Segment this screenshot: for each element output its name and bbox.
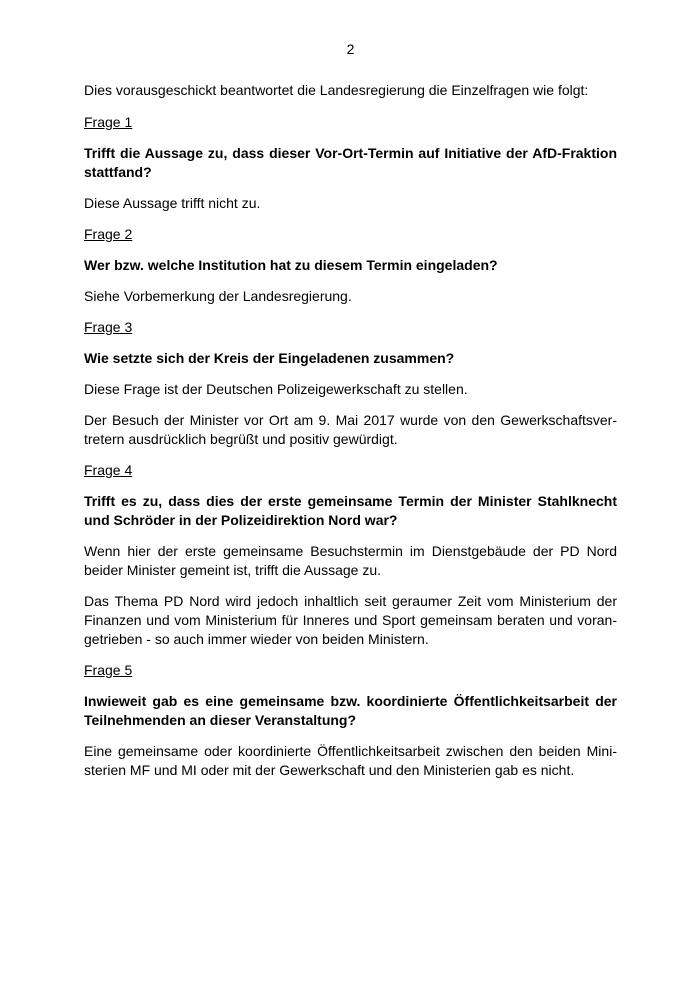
- frage-section-4: [84, 461, 617, 649]
- frage-section-5: [84, 661, 617, 780]
- frage-label: Frage 3: [84, 319, 133, 335]
- frage-answer: Siehe Vorbemerkung der Landesregierung.: [84, 288, 352, 304]
- frage-label: Frage 4: [84, 462, 133, 478]
- frage-answer: Der Besuch der Minister vor Ort am 9. Mai 2017 wurde von den Gewerkschaftsvertretern ausdrücklich begrüßt und positiv gewürdigt.: [84, 412, 617, 447]
- intro-paragraph: Dies vorausgeschickt beantwortet die Landesregierung die Einzelfragen wie folgt:: [84, 82, 589, 98]
- frage-section-2: [84, 225, 617, 306]
- frage-label: Frage 5: [84, 662, 133, 678]
- frage-answer: Das Thema PD Nord wird jedoch inhaltlich seit geraumer Zeit vom Ministerium der Finanzen und vom Ministerium für Inneres und Sport gemeinsam beraten und vorangetrieben - so auch immer wieder von beiden Ministern.: [84, 593, 617, 647]
- frage-question: Inwieweit gab es eine gemeinsame bzw. koordinierte Öffentlichkeitsarbeit der Teilnehmenden an dieser Veranstaltung?: [84, 693, 617, 728]
- frage-question: Trifft die Aussage zu, dass dieser Vor-Ort-Termin auf Initiative der AfD-Fraktion stattfand?: [84, 145, 617, 180]
- frage-question: Wie setzte sich der Kreis der Eingeladenen zusammen?: [84, 350, 455, 366]
- frage-answer: Wenn hier der erste gemeinsame Besuchstermin im Dienstgebäude der PD Nord beider Minister gemeint ist, trifft die Aussage zu.: [84, 543, 617, 578]
- page-number: 2: [346, 41, 355, 57]
- frage-answer: Diese Frage ist der Deutschen Polizeigewerkschaft zu stellen.: [84, 381, 468, 397]
- frage-label: Frage 1: [84, 114, 133, 130]
- document-page: [84, 40, 617, 792]
- frage-section-3: [84, 318, 617, 449]
- frage-answer: Diese Aussage trifft nicht zu.: [84, 195, 261, 211]
- frage-section-1: [84, 113, 617, 213]
- frage-question: Trifft es zu, dass dies der erste gemeinsame Termin der Minister Stahlknecht und Schröder in der Polizeidirektion Nord war?: [84, 493, 617, 528]
- frage-answer: Eine gemeinsame oder koordinierte Öffentlichkeitsarbeit zwischen den beiden Ministerien MF und MI oder mit der Gewerkschaft und den Ministerien gab es nicht.: [84, 743, 617, 778]
- frage-question: Wer bzw. welche Institution hat zu diesem Termin eingeladen?: [84, 257, 498, 273]
- frage-label: Frage 2: [84, 226, 133, 242]
